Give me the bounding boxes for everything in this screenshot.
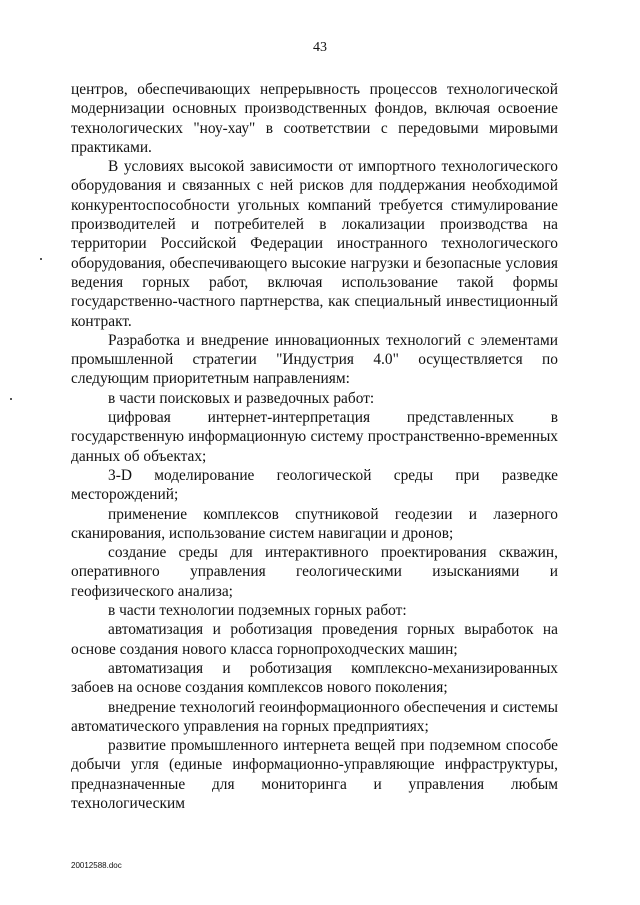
paragraph: применение комплексов спутниковой геодезии и лазерного сканирования, использование систем навигации и дронов;	[71, 505, 558, 542]
paragraph: в части технологии подземных горных работ:	[108, 602, 407, 620]
paragraph: центров, обеспечивающих непрерывность процессов технологической модернизации основных производственных фондов, включая освоение технологических "ноу-хау" в соответствии с передовыми мировыми практиками.	[71, 81, 558, 156]
paragraph: В условиях высокой зависимости от импортного технологического оборудования и связанных с ней рисков для поддержания необходимой конкурентоспособности угольных компаний требуется стимулирование производителей и потребителей в локализации производства на территории Российской Федерации иностранного технологического оборудования, обеспечивающего высокие нагрузки и безопасные условия ведения горных работ, включая использование такой формы государственно-частного партнерства, как специальный инвестиционный контракт.	[71, 158, 558, 330]
paragraph: автоматизация и роботизация комплексно-механизированных забоев на основе создания комплексов нового поколения;	[71, 659, 558, 697]
paragraph: развитие промышленного интернета вещей при подземном способе добычи угля (единые информационно-управляющие инфраструктуры, предназначенные для мониторинга и управления любым технологическим	[71, 737, 558, 812]
document-body	[71, 80, 558, 813]
paragraph: автоматизация и роботизация проведения горных выработок на основе создания нового класса горнопроходческих машин;	[71, 621, 558, 658]
paragraph: цифровая интернет-интерпретация представленных в государственную информационную систему пространственно-временных данных об объектах;	[71, 409, 558, 465]
paragraph: создание среды для интерактивного проектирования скважин, оперативного управления геологическими изысканиями и геофизического анализа;	[71, 544, 558, 600]
scan-speck	[40, 258, 42, 260]
page-number: 43	[313, 40, 327, 55]
paragraph: в части поисковых и разведочных работ:	[108, 389, 375, 407]
paragraph: 3-D моделирование геологической среды при разведке месторождений;	[71, 466, 558, 504]
paragraph: внедрение технологий геоинформационного обеспечения и системы автоматического управления на горных предприятиях;	[71, 698, 558, 735]
scan-speck	[10, 398, 12, 400]
paragraph: Разработка и внедрение инновационных технологий с элементами промышленной стратегии "Индустрия 4.0" осуществляется по следующим приоритетным направлениям:	[71, 331, 558, 388]
file-name-footer: 20012588.doc	[71, 861, 122, 870]
